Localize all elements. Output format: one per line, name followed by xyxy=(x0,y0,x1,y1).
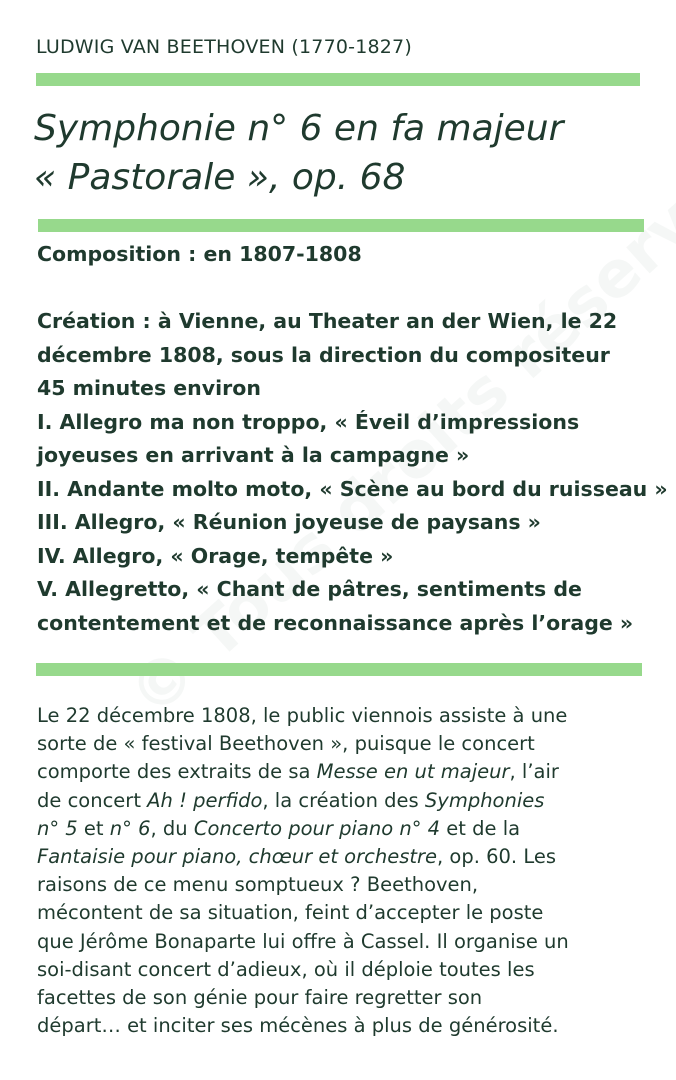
movement-line: IV. Allegro, « Orage, tempête » xyxy=(37,543,394,568)
body-text-line xyxy=(37,815,657,843)
movement-line: V. Allegretto, « Chant de pâtres, sentiments de xyxy=(37,577,582,601)
italic-title-run: n° 6 xyxy=(109,816,151,840)
divider-middle xyxy=(38,219,644,232)
movement-line: II. Andante molto moto, « Scène au bord du ruisseau » xyxy=(37,476,668,501)
body-text-run: Le 22 décembre 1808, le public viennois assiste à une xyxy=(37,704,568,727)
body-text-run: , du xyxy=(150,816,194,840)
composer-heading: LUDWIG VAN BEETHOVEN (1770-1827) xyxy=(36,36,412,58)
body-text-line xyxy=(37,928,657,956)
italic-title-run: Fantaisie pour piano, chœur et orchestre xyxy=(37,845,438,869)
divider-top xyxy=(36,73,640,86)
body-text-line xyxy=(37,702,657,730)
italic-title-run: Concerto pour piano n° 4 xyxy=(193,816,441,840)
body-text-line xyxy=(37,899,657,927)
program-note-body xyxy=(37,702,657,1040)
body-text-run: , op. 60. Les xyxy=(437,845,557,869)
body-text-line xyxy=(37,984,657,1012)
italic-title-run: n° 5 xyxy=(37,816,78,840)
body-text-line xyxy=(37,1012,657,1040)
details-spacer xyxy=(37,272,671,306)
italic-title-run: Symphonies xyxy=(424,788,545,812)
body-text-run: de concert xyxy=(37,788,148,812)
body-text-run: comporte des extraits de sa xyxy=(37,760,317,784)
body-text-run: soi-disant concert d’adieux, où il déploie toutes les xyxy=(37,957,535,981)
body-text-run: sorte de « festival Beethoven », puisque le concert xyxy=(37,732,535,756)
body-text-run: et xyxy=(77,816,110,840)
creation-line: décembre 1808, sous la direction du compositeur xyxy=(37,342,610,367)
body-text-run: mécontent de sa situation, feint d’accepter le poste xyxy=(37,901,544,925)
body-text-line xyxy=(37,956,657,984)
body-text-line xyxy=(37,871,657,899)
body-text-run: raisons de ce menu somptueux ? Beethoven, xyxy=(37,873,479,897)
divider-bottom xyxy=(36,663,642,676)
movement-line: I. Allegro ma non troppo, « Éveil d’impressions xyxy=(37,409,580,434)
composition-date: Composition : en 1807-1808 xyxy=(37,242,362,266)
movement-line: joyeuses en arrivant à la campagne » xyxy=(37,443,470,467)
work-title xyxy=(34,104,654,202)
body-text-run: et de la xyxy=(440,816,521,840)
movement-line: contentement et de reconnaissance après l’orage » xyxy=(37,610,634,635)
body-text-line xyxy=(37,758,657,786)
duration-line: 45 minutes environ xyxy=(37,376,261,400)
body-text-run: , la création des xyxy=(262,788,425,812)
work-title-line-2: « Pastorale », op. 68 xyxy=(34,157,406,198)
body-text-run: , l’air xyxy=(509,760,559,784)
work-title-line-1: Symphonie n° 6 en fa majeur xyxy=(34,108,564,149)
italic-title-run: Messe en ut majeur xyxy=(316,760,510,784)
italic-title-run: Ah ! perfido xyxy=(147,788,263,812)
body-text-run: départ… et inciter ses mécènes à plus de générosité. xyxy=(37,1014,559,1038)
creation-line: Création : à Vienne, au Theater an der Wien, le 22 xyxy=(37,309,618,333)
body-text-run: que Jérôme Bonaparte lui offre à Cassel. Il organise un xyxy=(37,929,569,953)
body-text-line xyxy=(37,787,657,815)
body-text-line xyxy=(37,730,657,758)
work-details xyxy=(37,238,671,640)
movement-line: III. Allegro, « Réunion joyeuse de paysans » xyxy=(37,510,541,534)
body-text-run: facettes de son génie pour faire regretter son xyxy=(37,986,483,1010)
body-text-line xyxy=(37,843,657,871)
